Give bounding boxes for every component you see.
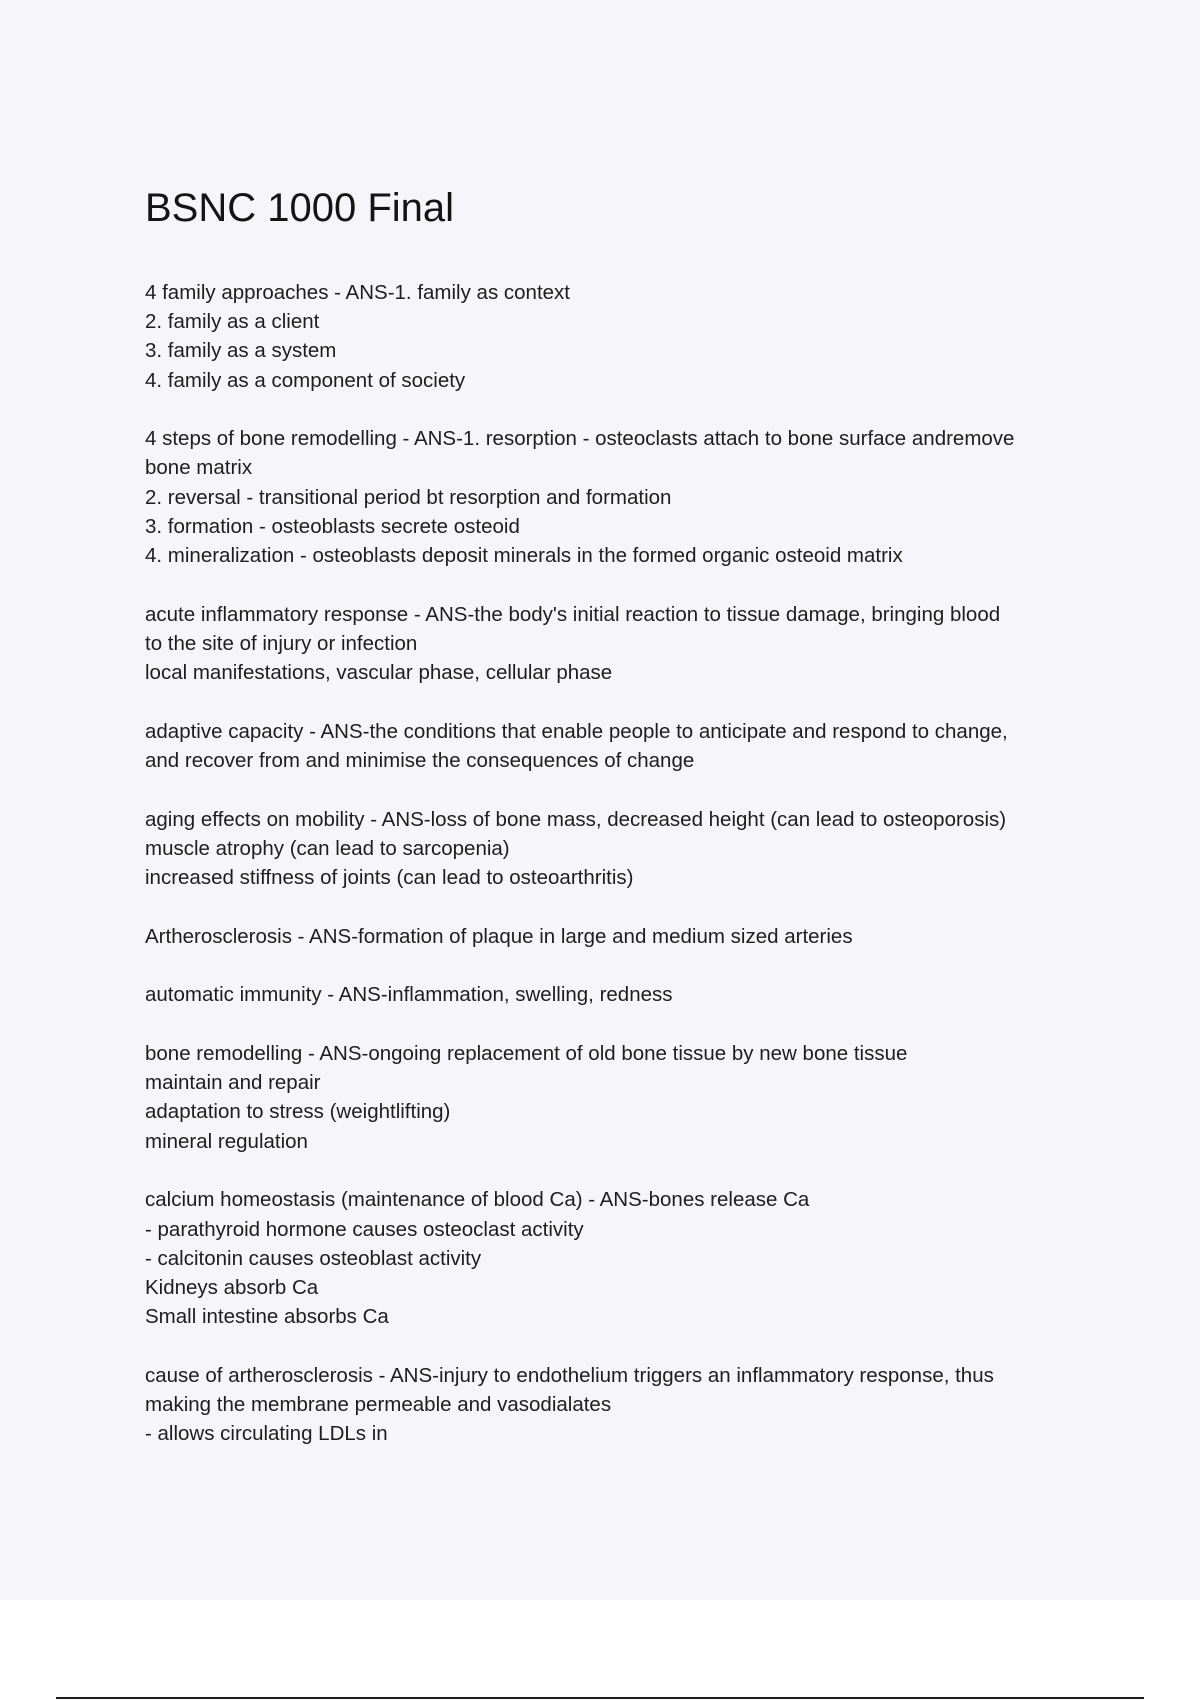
flashcard-entry [145,1361,1095,1449]
entry-line: making the membrane permeable and vasodialates [145,1392,612,1416]
entry-line: 2. reversal - transitional period bt resorption and formation [145,485,672,509]
entry-line: maintain and repair [145,1071,321,1095]
entry-list [145,278,1095,1478]
entry-line: acute inflammatory response - ANS-the body's initial reaction to tissue damage, bringing blood [145,602,1001,626]
entry-line: 4. family as a component of society [145,368,466,392]
entry-line: 2. family as a client [145,310,320,334]
entry-line: 4 steps of bone remodelling - ANS-1. resorption - osteoclasts attach to bone surface andremove [145,427,1015,451]
entry-line: 3. family as a system [145,339,337,363]
flashcard-entry [145,1039,1095,1156]
entry-line: Artherosclerosis - ANS-formation of plaque in large and medium sized arteries [145,924,853,948]
entry-line: 3. formation - osteoblasts secrete osteoid [145,514,520,538]
flashcard-entry [145,922,1095,951]
entry-line: muscle atrophy (can lead to sarcopenia) [145,836,510,860]
entry-line: cause of artherosclerosis - ANS-injury to endothelium triggers an inflammatory response, thus [145,1363,994,1387]
flashcard-entry [145,1185,1095,1331]
entry-line: - calcitonin causes osteoblast activity [145,1246,482,1270]
document-title: BSNC 1000 Final [145,186,455,230]
entry-line: Small intestine absorbs Ca [145,1305,389,1329]
entry-line: adaptation to stress (weightlifting) [145,1100,451,1124]
flashcard-entry [145,805,1095,893]
entry-line: - allows circulating LDLs in [145,1422,388,1446]
entry-line: mineral regulation [145,1129,308,1153]
entry-line: bone remodelling - ANS-ongoing replacement of old bone tissue by new bone tissue [145,1042,908,1066]
entry-line: local manifestations, vascular phase, cellular phase [145,661,613,685]
entry-line: aging effects on mobility - ANS-loss of bone mass, decreased height (can lead to osteoporosis) [145,807,1007,831]
page-divider [56,1697,1144,1699]
flashcard-entry [145,717,1095,775]
entry-line: 4 family approaches - ANS-1. family as context [145,281,570,304]
entry-line: automatic immunity - ANS-inflammation, swelling, redness [145,983,673,1007]
entry-line: bone matrix [145,456,253,480]
flashcard-entry [145,278,1095,395]
entry-line: Kidneys absorb Ca [145,1275,319,1299]
entry-line: - parathyroid hormone causes osteoclast activity [145,1217,584,1241]
flashcard-entry [145,600,1095,688]
entry-line: increased stiffness of joints (can lead to osteoarthritis) [145,866,634,889]
flashcard-entry [145,980,1095,1009]
entry-line: 4. mineralization - osteoblasts deposit minerals in the formed organic osteoid matrix [145,544,903,567]
entry-line: and recover from and minimise the consequences of change [145,748,695,772]
entry-line: to the site of injury or infection [145,631,418,655]
flashcard-entry [145,424,1095,570]
entry-line: adaptive capacity - ANS-the conditions that enable people to anticipate and respond to change, [145,719,1008,743]
entry-line: calcium homeostasis (maintenance of blood Ca) - ANS-bones release Ca [145,1188,810,1212]
